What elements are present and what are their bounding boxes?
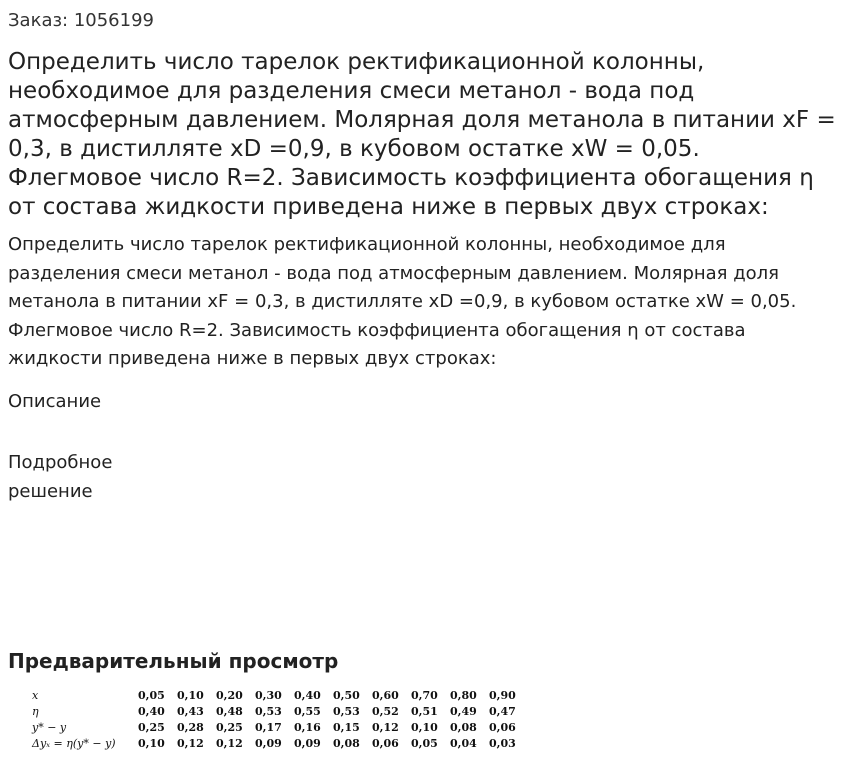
table-cell: 0,04 (450, 737, 477, 750)
table-cell: 0,03 (489, 737, 516, 750)
table-row (30, 704, 528, 720)
description-label: Описание (8, 391, 102, 412)
table-cell: 0,30 (255, 689, 282, 702)
table-cell: 0,40 (294, 689, 321, 702)
table-row (30, 720, 528, 736)
table-cell: 0,17 (255, 721, 282, 734)
table-cell: 0,53 (255, 705, 282, 718)
table-cell: 0,70 (411, 689, 438, 702)
table-row (30, 688, 528, 704)
table-cell: 0,12 (177, 737, 204, 750)
table-cell: 0,05 (138, 689, 165, 702)
preview-table-image (30, 688, 528, 752)
table-cell: 0,10 (177, 689, 204, 702)
table-cell: 0,06 (489, 721, 516, 734)
table-cell: 0,25 (138, 721, 165, 734)
table-cell: 0,55 (294, 705, 321, 718)
table-cell: 0,25 (216, 721, 243, 734)
row-label: x (32, 689, 39, 702)
table-cell: 0,52 (372, 705, 399, 718)
table-cell: 0,47 (489, 705, 516, 718)
table-cell: 0,50 (333, 689, 360, 702)
table-cell: 0,80 (450, 689, 477, 702)
table-cell: 0,08 (333, 737, 360, 750)
table-cell: 0,49 (450, 705, 477, 718)
table-cell: 0,20 (216, 689, 243, 702)
table-cell: 0,43 (177, 705, 204, 718)
page-title: Определить число тарелок ректификационной колонны, необходимое для разделения смеси метанол - вода под атмосферным давлением. Молярная доля метанола в питании xF = 0,3, в дистилляте xD =0,9, в кубовом остатке xW = 0,05. Флегмовое число R=2. Зависимость коэффициента обогащения η от состава жидкости приведена ниже в первых двух строках: (8, 49, 836, 220)
table-cell: 0,05 (411, 737, 438, 750)
table-cell: 0,06 (372, 737, 399, 750)
table-cell: 0,60 (372, 689, 399, 702)
table-cell: 0,48 (216, 705, 243, 718)
row-label: y* − y (32, 721, 67, 734)
row-label: η (32, 705, 39, 718)
table-cell: 0,12 (216, 737, 243, 750)
table-cell: 0,12 (372, 721, 399, 734)
table-cell: 0,08 (450, 721, 477, 734)
table-cell: 0,51 (411, 705, 438, 718)
table-row (30, 736, 528, 752)
table-cell: 0,90 (489, 689, 516, 702)
table-cell: 0,16 (294, 721, 321, 734)
table-cell: 0,09 (255, 737, 282, 750)
table-cell: 0,10 (138, 737, 165, 750)
table-cell: 0,28 (177, 721, 204, 734)
order-number: Заказ: 1056199 (8, 10, 154, 31)
table-cell: 0,40 (138, 705, 165, 718)
task-description-text: Определить число тарелок ректификационной колонны, необходимое для разделения смеси метанол - вода под атмосферным давлением. Молярная доля метанола в питании xF = 0,3, в дистилляте xD =0,9, в кубовом остатке xW = 0,05. Флегмовое число R=2. Зависимость коэффициента обогащения η от состава жидкости приведена ниже в первых двух строках: (8, 234, 797, 369)
table-cell: 0,10 (411, 721, 438, 734)
table-cell: 0,53 (333, 705, 360, 718)
preview-title: Предварительный просмотр (8, 649, 339, 673)
solution-label: Подробное решение (8, 452, 113, 502)
row-label: Δyₓ = η(y* − y) (32, 737, 116, 750)
table-cell: 0,09 (294, 737, 321, 750)
table-cell: 0,15 (333, 721, 360, 734)
